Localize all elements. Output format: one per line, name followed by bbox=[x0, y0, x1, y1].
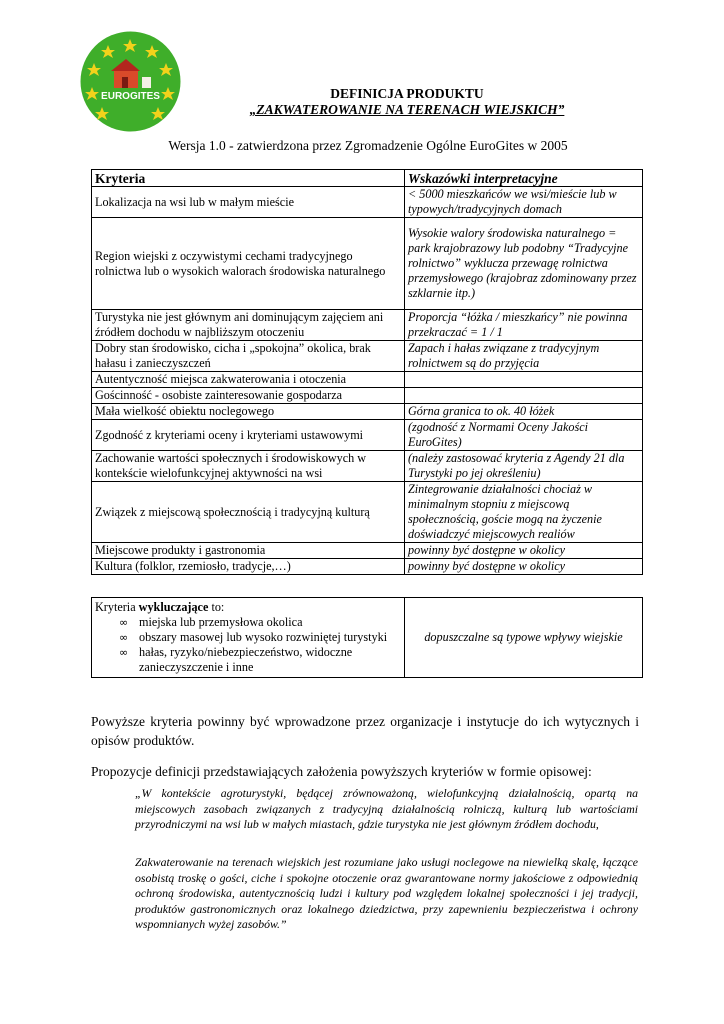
exclusion-intro bbox=[95, 600, 401, 615]
table-row bbox=[92, 559, 643, 575]
hint-cell: Zapach i hałas związane z tradycyjnym rolnictwem są do przyjęcia bbox=[405, 341, 643, 372]
criterion-cell: Lokalizacja na wsi lub w małym mieście bbox=[92, 187, 405, 218]
table-row bbox=[92, 187, 643, 218]
infinity-bullet-icon: ∞ bbox=[119, 631, 129, 644]
document-title: DEFINICJA PRODUKTU bbox=[330, 86, 484, 101]
table-row bbox=[92, 341, 643, 372]
hint-cell: < 5000 mieszkańców we wsi/mieście lub w typowych/tradycyjnych domach bbox=[405, 187, 643, 218]
criterion-cell: Dobry stan środowisko, cicha i „spokojna” okolica, brak hałasu i zanieczyszczeń bbox=[92, 341, 405, 372]
hint-cell: Zintegrowanie działalności chociaż w minimalnym stopniu z miejscową społecznością, goście mogą na życzenie doświadczyć miejscowych realiów bbox=[405, 482, 643, 543]
hint-cell bbox=[405, 388, 643, 404]
table-row bbox=[92, 451, 643, 482]
intro-prefix: Kryteria bbox=[95, 600, 139, 614]
criteria-table bbox=[91, 169, 643, 575]
list-item bbox=[119, 630, 401, 645]
table-row bbox=[92, 388, 643, 404]
criterion-cell: Turystyka nie jest głównym ani dominującym zajęciem ani źródłem dochodu w najbliższym otoczeniu bbox=[92, 310, 405, 341]
table-row bbox=[92, 218, 643, 310]
hint-cell: (należy zastosować kryteria z Agendy 21 dla Turystyki po jej określeniu) bbox=[405, 451, 643, 482]
hint-cell: powinny być dostępne w okolicy bbox=[405, 559, 643, 575]
hint-cell: (zgodność z Normami Oceny Jakości EuroGites) bbox=[405, 420, 643, 451]
hint-cell: Proporcja “łóżka / mieszkańcy” nie powinna przekraczać = 1 / 1 bbox=[405, 310, 643, 341]
list-item bbox=[119, 645, 401, 675]
exclusion-item: hałas, ryzyko/niebezpieczeństwo, widoczne zanieczyszczenie i inne bbox=[139, 645, 353, 674]
infinity-bullet-icon: ∞ bbox=[119, 646, 129, 659]
hints-header: Wskazówki interpretacyjne bbox=[405, 170, 643, 187]
criterion-cell: Zgodność z kryteriami oceny i kryteriami ustawowymi bbox=[92, 420, 405, 451]
criteria-header: Kryteria bbox=[92, 170, 405, 187]
criterion-cell: Miejscowe produkty i gastronomia bbox=[92, 543, 405, 559]
table-row bbox=[92, 543, 643, 559]
criterion-cell: Kultura (folklor, rzemiosło, tradycje,…) bbox=[92, 559, 405, 575]
intro-bold: wykluczające bbox=[138, 600, 209, 614]
document-subtitle: „ZAKWATEROWANIE NA TERENACH WIEJSKICH” bbox=[249, 102, 565, 117]
quote-paragraph: „W kontekście agroturystyki, będącej zrównoważoną, wielofunkcyjną działalnością, opartą na miejscowych zasobach związanych z tradycyjną działalnością rolniczą, kulturą lub wartościami przyrodniczymi na wsi lub w małych miastach, gdzie turystyka nie jest głównym źródłem dochodu, bbox=[135, 786, 638, 831]
paragraph: Propozycje definicji przedstawiających założenia powyższych kryteriów w formie opisowej: bbox=[91, 764, 592, 779]
exclusion-criteria-cell bbox=[92, 598, 405, 678]
hint-cell: Wysokie walory środowiska naturalnego = park krajobrazowy lub podobny “Tradycyjne rolnictwo” wyklucza przewagę rolnictwa przemysłowego (krajobraz zdominowany przez szklarnie itp.) bbox=[405, 218, 643, 310]
version-line: Wersja 1.0 - zatwierdzona przez Zgromadzenie Ogólne EuroGites w 2005 bbox=[168, 138, 568, 153]
infinity-bullet-icon: ∞ bbox=[119, 616, 129, 629]
quote-paragraph: Zakwaterowanie na terenach wiejskich jest rozumiane jako usługi noclegowe na niewielką skalę, łączące osobistą troskę o gości, ciche i spokojne otoczenie oraz gwarantowane normy jakościowe z odpowiednią ochroną środowiska, autentycznością ludzi i kultury pod względem lokalnej społeczności i jej tradycji, produktów gastronomicznych oraz lokalnego dziedzictwa, przy zapewnieniu bezpieczeństwa i ochrony wspomnianych wyżej zasobów.” bbox=[135, 855, 638, 931]
table-row bbox=[92, 598, 643, 678]
paragraph: Powyższe kryteria powinny być wprowadzone przez organizacje i instytucje do ich wytycznych i opisów produktów. bbox=[91, 714, 639, 748]
criterion-cell: Mała wielkość obiektu noclegowego bbox=[92, 404, 405, 420]
criterion-cell: Związek z miejscową społecznością i tradycyjną kulturą bbox=[92, 482, 405, 543]
criterion-cell: Gościnność - osobiste zainteresowanie gospodarza bbox=[92, 388, 405, 404]
criteria-header-row bbox=[92, 170, 643, 187]
exclusion-item: obszary masowej lub wysoko rozwiniętej turystyki bbox=[139, 630, 388, 644]
table-row bbox=[92, 372, 643, 388]
criterion-cell: Region wiejski z oczywistymi cechami tradycyjnego rolnictwa lub o wysokich walorach środowiska naturalnego bbox=[92, 218, 405, 310]
table-row bbox=[92, 310, 643, 341]
intro-suffix: to: bbox=[208, 600, 225, 614]
table-row bbox=[92, 420, 643, 451]
exclusion-item: miejska lub przemysłowa okolica bbox=[139, 615, 303, 629]
criterion-cell: Zachowanie wartości społecznych i środowiskowych w kontekście wielofunkcyjnej aktywności na wsi bbox=[92, 451, 405, 482]
hint-cell: Górna granica to ok. 40 łóżek bbox=[405, 404, 643, 420]
logo-text: EUROGITES bbox=[101, 91, 160, 102]
table-row bbox=[92, 404, 643, 420]
exclusion-table bbox=[91, 597, 643, 678]
hint-cell bbox=[405, 372, 643, 388]
list-item bbox=[119, 615, 401, 630]
hint-cell: powinny być dostępne w okolicy bbox=[405, 543, 643, 559]
criterion-cell: Autentyczność miejsca zakwaterowania i otoczenia bbox=[92, 372, 405, 388]
table-row bbox=[92, 482, 643, 543]
exclusion-note-cell: dopuszczalne są typowe wpływy wiejskie bbox=[405, 598, 643, 678]
